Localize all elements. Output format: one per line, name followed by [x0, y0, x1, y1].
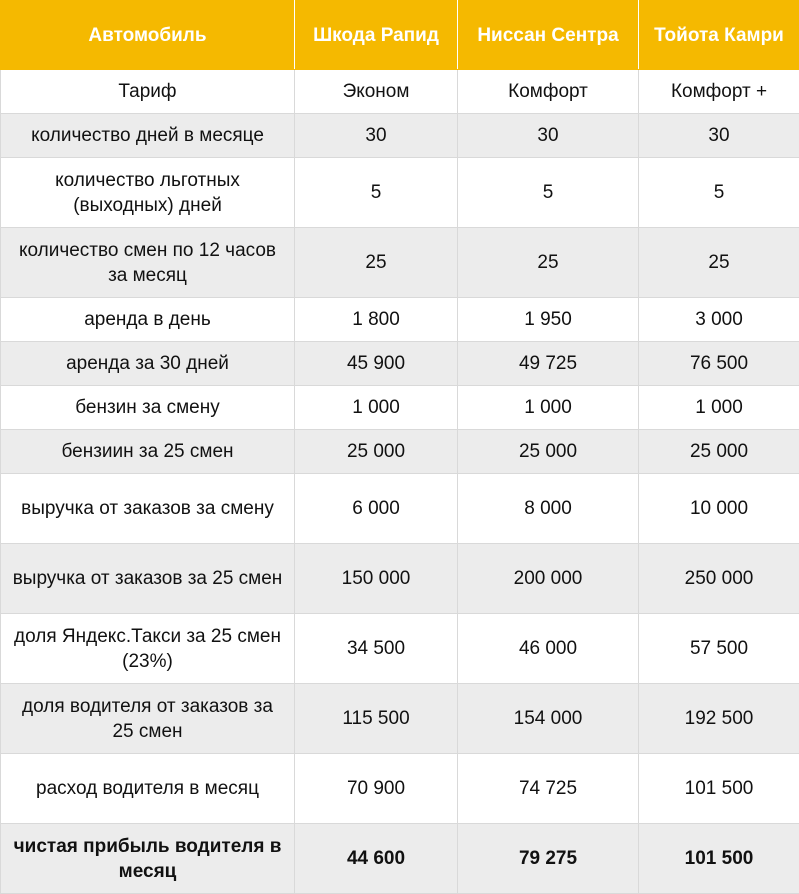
cell-skoda: 25 000	[295, 430, 458, 474]
cell-toyota: 57 500	[639, 614, 799, 684]
header-toyota-camry: Тойота Камри	[639, 1, 799, 70]
cell-toyota: 30	[639, 114, 799, 158]
cell-toyota: 3 000	[639, 298, 799, 342]
cell-nissan: 74 725	[458, 754, 639, 824]
row-label: аренда в день	[1, 298, 295, 342]
table-row	[1, 684, 799, 754]
cell-nissan: 46 000	[458, 614, 639, 684]
cell-skoda: Эконом	[295, 70, 458, 114]
cell-nissan: 200 000	[458, 544, 639, 614]
row-label: доля Яндекс.Такси за 25 смен (23%)	[1, 614, 295, 684]
cell-toyota: 5	[639, 158, 799, 228]
row-label: бензиин за 25 смен	[1, 430, 295, 474]
table-row-total	[1, 824, 799, 894]
cell-skoda: 115 500	[295, 684, 458, 754]
table-row	[1, 158, 799, 228]
cell-skoda: 25	[295, 228, 458, 298]
cell-nissan: Комфорт	[458, 70, 639, 114]
header-nissan-sentra: Ниссан Сентра	[458, 1, 639, 70]
table-row	[1, 342, 799, 386]
table-row	[1, 70, 799, 114]
table-row	[1, 614, 799, 684]
cell-skoda: 34 500	[295, 614, 458, 684]
row-label: выручка от заказов за смену	[1, 474, 295, 544]
table-row	[1, 298, 799, 342]
table-header	[1, 1, 799, 70]
cell-toyota: 101 500	[639, 824, 799, 894]
cell-nissan: 8 000	[458, 474, 639, 544]
cell-nissan: 1 000	[458, 386, 639, 430]
cell-skoda: 1 800	[295, 298, 458, 342]
cell-toyota: 101 500	[639, 754, 799, 824]
cell-nissan: 30	[458, 114, 639, 158]
cell-toyota: 76 500	[639, 342, 799, 386]
header-car: Автомобиль	[1, 1, 295, 70]
cell-skoda: 6 000	[295, 474, 458, 544]
table-row	[1, 754, 799, 824]
cell-nissan: 154 000	[458, 684, 639, 754]
header-skoda-rapid: Шкода Рапид	[295, 1, 458, 70]
cell-toyota: 192 500	[639, 684, 799, 754]
row-label: количество льготных (выходных) дней	[1, 158, 295, 228]
row-label: Тариф	[1, 70, 295, 114]
table-body	[1, 70, 799, 894]
cell-toyota: 250 000	[639, 544, 799, 614]
row-label: количество дней в месяце	[1, 114, 295, 158]
row-label: аренда за 30 дней	[1, 342, 295, 386]
cell-nissan: 79 275	[458, 824, 639, 894]
row-label: доля водителя от заказов за 25 смен	[1, 684, 295, 754]
table-row	[1, 114, 799, 158]
row-label: бензин за смену	[1, 386, 295, 430]
row-label: количество смен по 12 часов за месяц	[1, 228, 295, 298]
table-row	[1, 474, 799, 544]
cell-nissan: 25 000	[458, 430, 639, 474]
cell-skoda: 45 900	[295, 342, 458, 386]
table-row	[1, 386, 799, 430]
cell-skoda: 44 600	[295, 824, 458, 894]
cell-skoda: 1 000	[295, 386, 458, 430]
cell-toyota: 1 000	[639, 386, 799, 430]
cell-nissan: 49 725	[458, 342, 639, 386]
cell-skoda: 5	[295, 158, 458, 228]
row-label: выручка от заказов за 25 смен	[1, 544, 295, 614]
table-row	[1, 228, 799, 298]
cell-skoda: 150 000	[295, 544, 458, 614]
row-label: расход водителя в месяц	[1, 754, 295, 824]
table-row	[1, 430, 799, 474]
cell-toyota: Комфорт +	[639, 70, 799, 114]
cell-toyota: 25 000	[639, 430, 799, 474]
table-row	[1, 544, 799, 614]
cell-skoda: 30	[295, 114, 458, 158]
cell-toyota: 10 000	[639, 474, 799, 544]
row-label: чистая прибыль водителя в месяц	[1, 824, 295, 894]
cell-nissan: 1 950	[458, 298, 639, 342]
cell-nissan: 25	[458, 228, 639, 298]
cell-toyota: 25	[639, 228, 799, 298]
cell-nissan: 5	[458, 158, 639, 228]
cell-skoda: 70 900	[295, 754, 458, 824]
header-row	[1, 1, 799, 70]
